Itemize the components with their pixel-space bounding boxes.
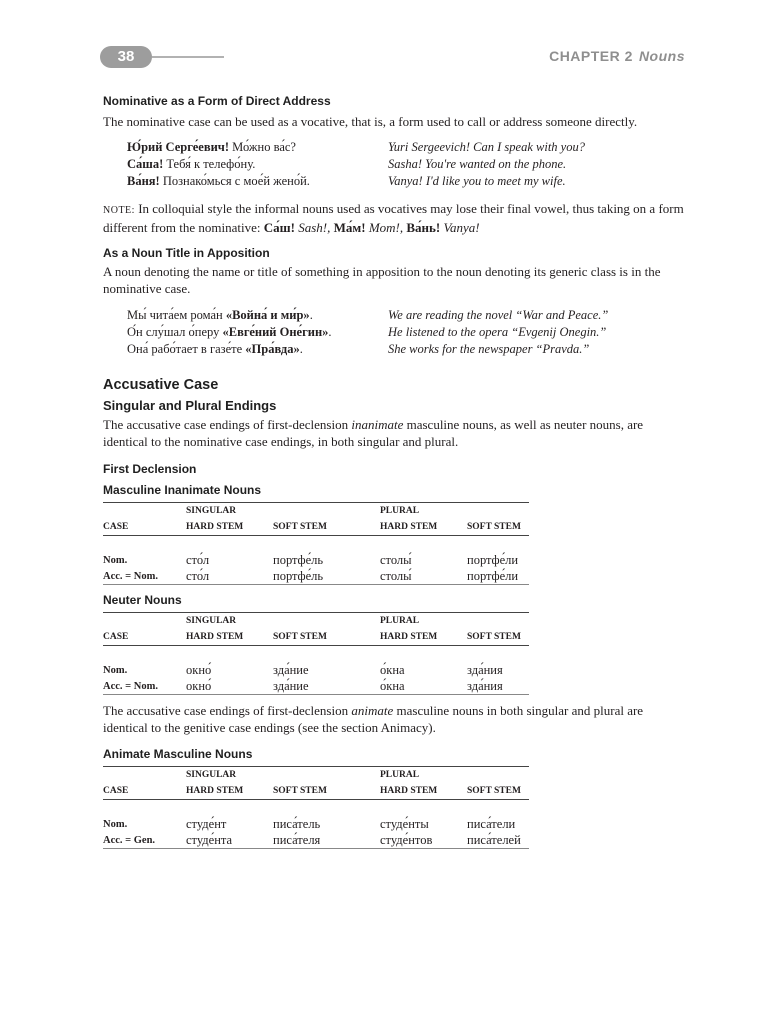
- table-row: Acc. = Nom. окно́ зда́ние о́кна зда́ния: [103, 678, 529, 695]
- example-en: He listened to the opera “Evgenij Onegin.”: [388, 325, 607, 339]
- table-title-masc-animate: Animate Masculine Nouns: [103, 747, 253, 761]
- heading-first-declension: First Declension: [103, 462, 197, 476]
- group-header-plural: PLURAL: [380, 503, 467, 520]
- column-header-hard-stem: HARD STEM: [186, 519, 273, 536]
- table-row: Nom. студе́нт писа́тель студе́нты писа́тели: [103, 816, 516, 831]
- paragraph-accusative-intro: The accusative case endings of first-declension inanimate masculine nouns, as well as neuter nouns, are identical to the nominative case endings, in both singular and plural.: [103, 417, 644, 449]
- group-header-plural: PLURAL: [380, 613, 467, 630]
- section-heading-accusative: Accusative Case: [103, 377, 219, 393]
- chapter-number: CHAPTER 2: [549, 48, 633, 64]
- column-header-hard-stem: HARD STEM: [186, 783, 273, 800]
- example-en: Yuri Sergeevich! Can I speak with you?: [388, 140, 585, 154]
- table-masc-inanimate: [103, 502, 529, 585]
- table-title-neuter: Neuter Nouns: [103, 593, 182, 607]
- chapter-label: [549, 48, 685, 64]
- example-ru: О́н слу́шал о́перу «Евге́ний Оне́гин».: [127, 325, 332, 339]
- paragraph-apposition-intro: A noun denoting the name or title of something in apposition to the noun denoting its generic class is in the nominative case.: [103, 264, 661, 296]
- note-paragraph: NOTE: In colloquial style the informal nouns used as vocatives may lose their final vowel, thus taking on a form different from the nominative: Са́ш! Sash!, Ма́м! Mom!, Ва́нь! Vanya!: [103, 201, 684, 235]
- chapter-title: Nouns: [638, 48, 685, 64]
- group-header-singular: SINGULAR: [186, 503, 273, 520]
- column-header-soft-stem: SOFT STEM: [467, 629, 529, 646]
- paragraph-animate-intro: The accusative case endings of first-declension animate masculine nouns in both singular and plural are identical to the genitive case endings (see the section Animacy).: [103, 703, 644, 735]
- section-heading-address: Nominative as a Form of Direct Address: [103, 94, 331, 108]
- example-ru: Мы́ чита́ем рома́н «Война́ и ми́р».: [127, 308, 313, 322]
- column-header-soft-stem: SOFT STEM: [273, 519, 380, 536]
- section-heading-apposition: As a Noun Title in Apposition: [103, 246, 270, 260]
- column-header-soft-stem: SOFT STEM: [273, 783, 380, 800]
- column-header-case: CASE: [103, 519, 186, 536]
- example-ru: Ва́ня! Познако́мься с мое́й жено́й.: [127, 174, 310, 188]
- group-header-singular: SINGULAR: [186, 767, 273, 784]
- table-row: Acc. = Gen. студе́нта писа́теля студе́нтов писа́телей: [103, 832, 529, 849]
- table-masc-animate: [103, 766, 529, 849]
- group-header-singular: SINGULAR: [186, 613, 273, 630]
- example-ru: Ю́рий Серге́евич! Мо́жно ва́с?: [127, 140, 296, 154]
- example-en: We are reading the novel “War and Peace.”: [388, 308, 609, 322]
- page-number: 38: [100, 46, 152, 68]
- example-en: Vanya! I'd like you to meet my wife.: [388, 174, 566, 188]
- column-header-case: CASE: [103, 783, 186, 800]
- table-row: Nom. сто́л портфе́ль столы́ портфе́ли: [103, 552, 519, 567]
- column-header-case: CASE: [103, 629, 186, 646]
- header-rule: [152, 56, 224, 58]
- paragraph-address-intro: The nominative case can be used as a vocative, that is, a form used to call or address someone directly.: [103, 114, 638, 129]
- example-en: Sasha! You're wanted on the phone.: [388, 157, 567, 171]
- example-ru: Са́ша! Тебя́ к телефо́ну.: [127, 157, 256, 171]
- column-header-hard-stem: HARD STEM: [380, 629, 467, 646]
- note-label: NOTE:: [103, 205, 135, 216]
- example-ru: Она́ рабо́тает в газе́те «Пра́вда».: [127, 342, 303, 356]
- column-header-hard-stem: HARD STEM: [380, 519, 467, 536]
- subheading-endings: Singular and Plural Endings: [103, 398, 277, 413]
- example-en: She works for the newspaper “Pravda.”: [388, 342, 590, 356]
- column-header-soft-stem: SOFT STEM: [467, 783, 529, 800]
- page-header: [100, 44, 685, 70]
- table-row: Nom. окно́ зда́ние о́кна зда́ния: [103, 662, 503, 677]
- table-neuter: [103, 612, 529, 695]
- column-header-hard-stem: HARD STEM: [186, 629, 273, 646]
- column-header-hard-stem: HARD STEM: [380, 783, 467, 800]
- column-header-soft-stem: SOFT STEM: [273, 629, 380, 646]
- group-header-plural: PLURAL: [380, 767, 467, 784]
- table-title-masc-inanimate: Masculine Inanimate Nouns: [103, 483, 262, 497]
- table-row: Acc. = Nom. сто́л портфе́ль столы́ портфе́ли: [103, 568, 529, 585]
- column-header-soft-stem: SOFT STEM: [467, 519, 529, 536]
